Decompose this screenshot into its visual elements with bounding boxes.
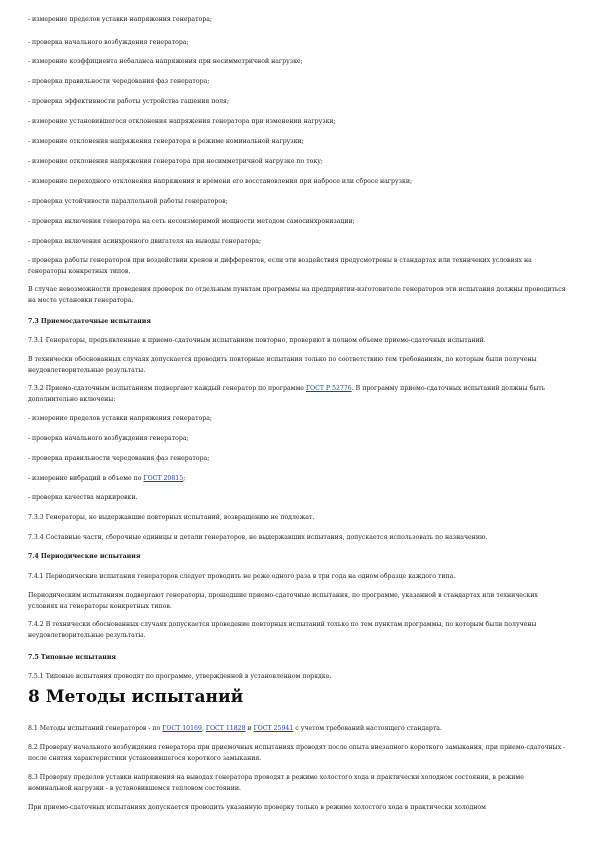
- paragraph-7-3-1: 7.3.1 Генераторы, предъявленные к приемо-сдаточным испытаниям повторно, проверяют в полном объеме приемо-сдаточных испытаний.: [28, 337, 486, 344]
- text: с учетом требований настоящего стандарта.: [293, 725, 442, 732]
- list-item: - проверка правильности чередования фаз генератора;: [28, 78, 210, 85]
- paragraph-7-3-4: 7.3.4 Составные части, сборочные единицы и детали генераторов, не выдержавших испытания, допускается использовать по назначению.: [28, 534, 488, 541]
- list-item: [28, 473, 568, 484]
- section-title-8: 8 Методы испытаний: [28, 687, 244, 707]
- list-item: - проверка эффективности работы устройства гашения поля;: [28, 98, 230, 105]
- list-item: - проверка качества маркировки.: [28, 494, 138, 501]
- paragraph-8-3: 8.3 Проверку пределов уставки напряжения на выводах генератора проводят в режиме холостого хода и практически холодном состоянии, в режиме номинальной нагрузки - в установившемся тепловом состоянии.: [28, 774, 524, 793]
- text: ,: [201, 725, 206, 732]
- list-item: - проверка устойчивости параллельной работы генераторов;: [28, 198, 228, 205]
- paragraph-7-3-2: [28, 383, 568, 406]
- paragraph: В случае невозможности проведения проверок по отдельным пунктам программы на предприятии-изготовителе генераторов эти испытания должны проводиться на месте установки генератора.: [28, 286, 566, 305]
- text: 7.3.2 Приемо-сдаточным испытаниям подвергают каждый генератор по программе: [28, 385, 306, 392]
- list-item: - измерение пределов уставки напряжения генератора;: [28, 415, 213, 422]
- paragraph-7-3-3: 7.3.3 Генераторы, не выдержавшие повторных испытаний, возвращению не подлежат.: [28, 514, 315, 521]
- section-heading-7-4: 7.4 Периодические испытания: [28, 553, 141, 560]
- paragraph: При приемо-сдаточных испытаниях допускается проводить указанную проверку только в режиме холостого хода в практически холодном: [28, 804, 486, 811]
- paragraph-7-4-2: 7.4.2 В технически обоснованных случаях допускается проведение повторных испытаний только по тем пунктам программы, по которым были получены неудовлетворительные результаты.: [28, 621, 537, 640]
- paragraph-7-4-1: 7.4.1 Периодические испытания генераторов следует проводить не реже одного раза в три года на одном образце каждого типа.: [28, 573, 456, 580]
- section-heading-7-5: 7.5 Типовые испытания: [28, 654, 116, 661]
- list-item: - измерение отклонения напряжения генератора в режиме номинальной нагрузки;: [28, 138, 304, 145]
- paragraph-7-5-1: 7.5.1 Типовые испытания проводят по программе, утвержденной в установленном порядке.: [28, 673, 332, 680]
- list-item: - проверка начального возбуждения генератора;: [28, 39, 189, 46]
- paragraph: Периодическим испытаниям подвергают генераторы, прошедшие приемо-сдаточные испытания, по программе, указанной в стандартах или технических условиях на генераторы конкретных типов.: [28, 592, 538, 611]
- gost-link[interactable]: ГОСТ 11828: [205, 725, 246, 732]
- list-item: - проверка работы генераторов при воздействии кренов и дифферентов, если эти воздействия предусмотрены в стандартах или техничеких условиях на генераторы конкретных типов.: [28, 257, 532, 276]
- list-item: - проверка правильности чередования фаз генератора;: [28, 455, 210, 462]
- list-item: - измерение переходного отклонения напряжения и времени его восстановления при набросе или сбросе нагрузки;: [28, 178, 413, 185]
- list-item: - проверка включения асинхронного двигателя на выводы генератора;: [28, 238, 262, 245]
- gost-link[interactable]: ГОСТ Р 52776: [305, 385, 352, 392]
- list-item: - измерение коэффициента небаланса напряжения при несимметричной нагрузке;: [28, 58, 303, 65]
- list-item: - измерение пределов уставки напряжения генератора;: [28, 16, 213, 23]
- paragraph-8-2: 8.2 Проверку начального возбуждения генератора при приемочных испытаниях проводят после опыта внезапного короткого замыкания, при приемо-сдаточных - после снятия характеристики установившегося короткого замыкания.: [28, 744, 566, 763]
- list-item: - измерение установившегося отклонения напряжения генератора при изменении нагрузки;: [28, 118, 336, 125]
- section-heading-7-3: 7.3 Приемосдаточные испытания: [28, 318, 151, 325]
- text: и: [245, 725, 254, 732]
- gost-link[interactable]: ГОСТ 25941: [253, 725, 294, 732]
- text: - измерение вибраций в объеме по: [28, 475, 144, 482]
- paragraph-8-1: [28, 723, 568, 734]
- text: 8.1 Методы испытаний генераторов - по: [28, 725, 163, 732]
- text: ;: [183, 475, 186, 482]
- gost-link[interactable]: ГОСТ 20815: [143, 475, 184, 482]
- text: . В программу приемо-сдаточных испытаний должны быть дополнительно включены:: [28, 385, 546, 404]
- list-item: - проверка начального возбуждения генератора;: [28, 435, 189, 442]
- paragraph: В технически обоснованных случаях допускается проводить повторные испытания только по соответствию тем требованиям, по которым были получены неудовлетворительные результаты.: [28, 356, 537, 375]
- list-item: - измерение отклонения напряжения генератора при несимметричной нагрузке по току;: [28, 158, 323, 165]
- gost-link[interactable]: ГОСТ 10169: [162, 725, 202, 732]
- list-item: - проверка включения генератора на сеть несоизмеримой мощности методом самосинхронизации;: [28, 218, 355, 225]
